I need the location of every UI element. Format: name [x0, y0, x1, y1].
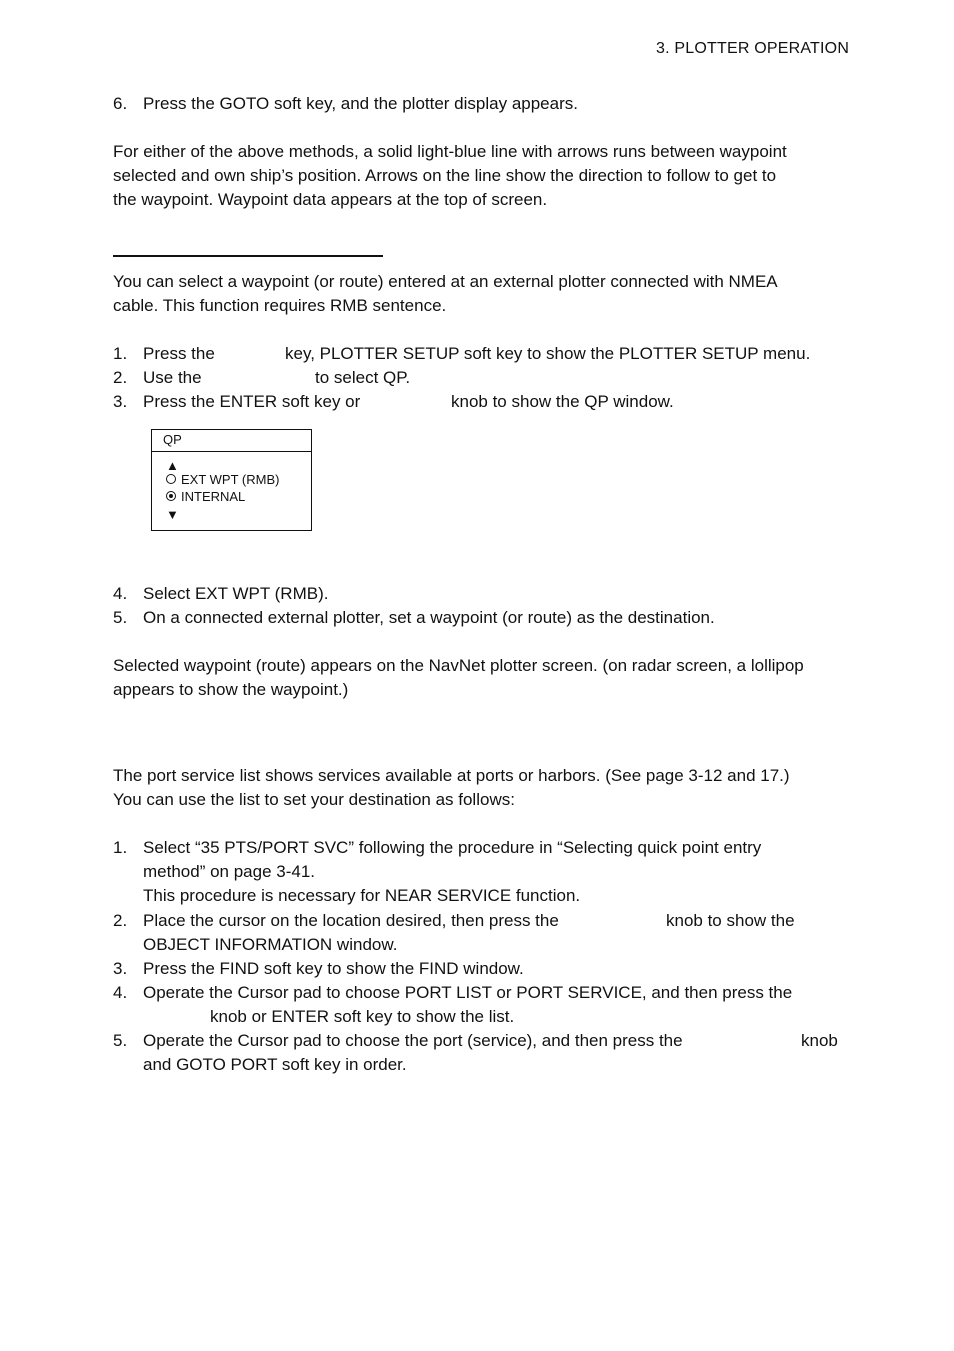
radio-unselected-icon [166, 474, 176, 484]
paragraph-selected-waypoint [113, 654, 873, 702]
step-text-a: Press the ENTER soft key or [143, 392, 361, 411]
qp-window [151, 429, 312, 531]
step-text: and GOTO PORT soft key in order. [143, 1055, 407, 1074]
step-number: 5. [113, 1031, 128, 1050]
paragraph-line: cable. This function requires RMB sentence. [113, 296, 447, 315]
step-number: 5. [113, 608, 128, 627]
step-text-b: to select QP. [315, 368, 411, 387]
qp-option-label: INTERNAL [181, 489, 246, 504]
step-number: 4. [113, 584, 128, 603]
step-text: On a connected external plotter, set a waypoint (or route) as the destination. [143, 608, 715, 627]
qp-option-internal[interactable] [166, 489, 245, 504]
paragraph-line: selected and own ship’s position. Arrows on the line show the direction to follow to get to [113, 166, 777, 185]
step-text-a: Operate the Cursor pad to choose the port (service), and then press the [143, 1031, 683, 1050]
step-text-b: knob [801, 1031, 838, 1050]
step-text-a: Place the cursor on the location desired, then press the [143, 911, 559, 930]
paragraph-line: You can select a waypoint (or route) entered at an external plotter connected with NMEA [113, 272, 778, 291]
step-text: Operate the Cursor pad to choose PORT LIST or PORT SERVICE, and then press the [143, 983, 793, 1002]
section-heading-rule [113, 255, 383, 257]
paragraph-external-waypoint [113, 270, 873, 318]
step-number: 3. [113, 392, 128, 411]
step-text: Press the FIND soft key to show the FIND window. [143, 959, 524, 978]
step-text-b: knob to show the QP window. [451, 392, 674, 411]
page-header: 3. PLOTTER OPERATION [656, 40, 850, 57]
step-text: Select EXT WPT (RMB). [143, 584, 329, 603]
step-number: 1. [113, 344, 128, 363]
paragraph-line: You can use the list to set your destination as follows: [113, 790, 515, 809]
qp-title-divider [152, 451, 311, 452]
paragraph-route-line [113, 140, 873, 212]
qp-option-label: EXT WPT (RMB) [181, 472, 280, 487]
qp-option-ext-wpt[interactable] [166, 472, 279, 487]
paragraph-line: For either of the above methods, a solid light-blue line with arrows runs between waypoint [113, 142, 787, 161]
step-number: 6. [113, 94, 128, 113]
step-text-b: key, PLOTTER SETUP soft key to show the PLOTTER SETUP menu. [285, 344, 811, 363]
paragraph-line: the waypoint. Waypoint data appears at the top of screen. [113, 190, 548, 209]
step-number: 2. [113, 911, 128, 930]
step-text: Press the GOTO soft key, and the plotter display appears. [143, 94, 578, 113]
step-text: Select “35 PTS/PORT SVC” following the procedure in “Selecting quick point entry [143, 838, 762, 857]
radio-selected-icon [166, 491, 176, 501]
step-text: knob or ENTER soft key to show the list. [210, 1007, 515, 1026]
step-text-b: knob to show the [666, 911, 795, 930]
step-text-a: Press the [143, 344, 215, 363]
scroll-down-arrow-icon: ▼ [166, 507, 179, 522]
step-text: OBJECT INFORMATION window. [143, 935, 398, 954]
step-text-a: Use the [143, 368, 202, 387]
paragraph-port-service [113, 764, 873, 812]
step-number: 1. [113, 838, 128, 857]
step-note: This procedure is necessary for NEAR SERVICE function. [143, 886, 581, 905]
qp-window-title: QP [163, 432, 182, 447]
step-number: 4. [113, 983, 128, 1002]
paragraph-line: Selected waypoint (route) appears on the NavNet plotter screen. (on radar screen, a lollipop [113, 656, 804, 675]
step-text: method” on page 3-41. [143, 862, 316, 881]
scroll-up-arrow-icon: ▲ [166, 458, 179, 473]
step-number: 2. [113, 368, 128, 387]
step-number: 3. [113, 959, 128, 978]
paragraph-line: The port service list shows services available at ports or harbors. (See page 3-12 and 17.) [113, 766, 790, 785]
paragraph-line: appears to show the waypoint.) [113, 680, 349, 699]
